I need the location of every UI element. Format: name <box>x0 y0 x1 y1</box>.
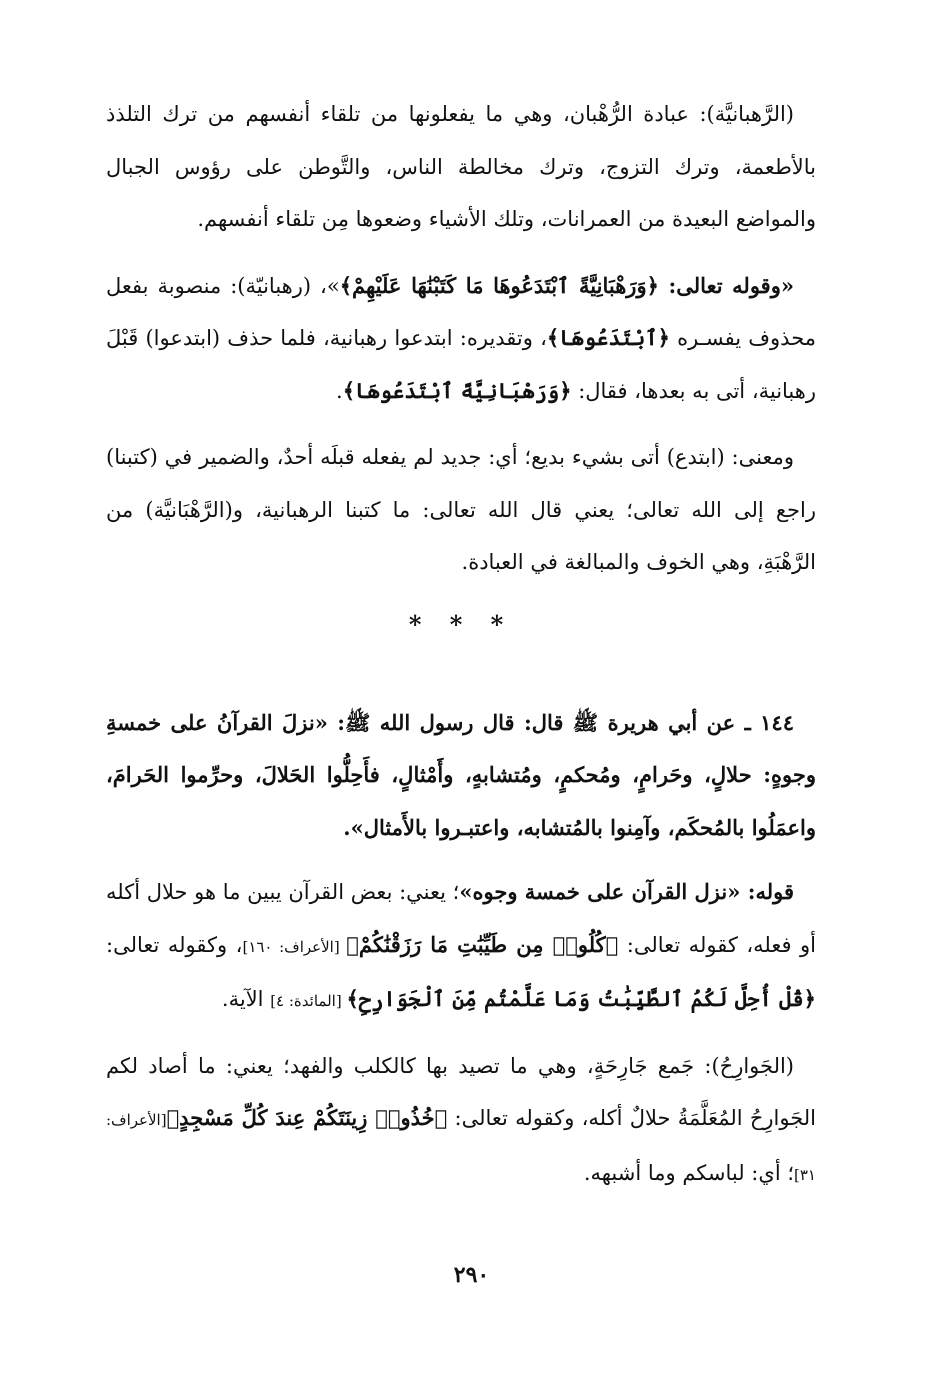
paragraph-ibtada-meaning: ومعنى: (ابتدع) أتى بشيء بديع؛ أي: جديد لم يفعله قبلَه أحدٌ، والضمير في (كتبنا) راجع إلى الله تعالى؛ يعني قال الله تعالى: ما كتبنا الرهبانية، و(الرَّهْبَانيَّة) من الرَّهْبَةِ، وهي الخوف والمبالغة في العبادة. <box>106 445 816 574</box>
paragraph-gap <box>106 417 816 431</box>
verse-reference: [المائدة: ٤] <box>270 992 347 1010</box>
verse-reference: [الأعراف: ٣١] <box>106 1111 816 1184</box>
paragraph-text: (الجَوارِحُ): جَمع جَارِحَةٍ، وهي ما تصيد بها كالكلب والفهد؛ يعني: ما أصاد لكم الجَوارِحُ المُعَلَّمَةُ حلالٌ أكله، وكقوله تعالى: <box>106 1053 816 1130</box>
paragraph-gap <box>106 854 816 866</box>
paragraph-lead: «وقوله تعالى: <box>658 272 794 298</box>
quran-verse: ﴿كُلُوا۟ مِن طَيِّبَٰتِ مَا رَزَقْنَٰكُمْ﴾ <box>346 931 619 957</box>
verse-reference: [الأعراف: ١٦٠] <box>242 937 347 956</box>
paragraph-gap <box>106 246 816 260</box>
hadith-text: ١٤٤ ـ عن أبي هريرة ﷺ قال: قال رسول الله ﷺ: «نزلَ القرآنُ على خمسةِ وجوهٍ: حلالٍ، وحَرامٍ، ومُحكمٍ، ومُتشابهٍ، وأَمْثالٍ، فأَحِلُّوا الحَلالَ، وحرِّموا الحَرامَ، واعمَلُوا بالمُحكَم، وآمِنوا بالمُتشابه، واعتبـروا بالأَمثال». <box>106 709 816 840</box>
paragraph-text: الآية. <box>221 987 271 1011</box>
paragraph-rahbaniyya-definition: (الرَّهبانيَّة): عبادة الرُّهْبان، وهي ما يفعلونها من تلقاء أنفسهم من ترك التلذذ بالأطعمة، وترك التزوج، وترك مخالطة الناس، والتَّوطن على رؤوس الجبال والمواضع البعيدة من العمرانات، وتلك الأشياء وضعوها مِن تلقاء أنفسهم. <box>106 102 816 231</box>
paragraph-jawarih-definition <box>106 1040 816 1202</box>
paragraph-gap <box>106 1028 816 1040</box>
page-number: ٢٩٠ <box>453 1262 490 1288</box>
paragraph-text: ؛ يعني: بعض القرآن يبين ما هو حلال أكله أو فعله، كقوله تعالى: <box>106 880 816 957</box>
paragraph-text: »، (رهبانيّة): منصوبة بفعل محذوف يفسـره <box>106 273 816 350</box>
quran-verse: ﴿خُذُوا۟ زِينَتَكُمْ عِندَ كُلِّ مَسْجِدٍ﴾ <box>166 1105 448 1130</box>
quran-verse: ﴿وَرَهْبَانِيَّةً ٱبْتَدَعُوهَا﴾ <box>342 377 572 403</box>
paragraph-five-aspects <box>106 866 816 1028</box>
section-divider: * * * <box>408 609 514 639</box>
quran-verse: ﴿ٱبْتَدَعُوهَا﴾ <box>546 325 670 350</box>
quran-verse: ﴿قُلْ أُحِلَّ لَكُمُ ٱلطَّيِّبَٰتُ وَمَا عَلَّمْتُم مِّنَ ٱلْجَوَارِحِ﴾ <box>346 986 816 1011</box>
paragraph-text: . <box>336 378 343 403</box>
quran-verse: ﴿وَرَهْبَانِيَّةً ٱبْتَدَعُوهَا مَا كَتَبْنَٰهَا عَلَيْهِمْ﴾ <box>339 272 659 298</box>
paragraph-text: ، وتقديره: ابتدعوا رهبانية، فلما حذف (ابتدعوا) قَبْلَ رهبانية، أتى به بعدها، فقال: <box>106 326 816 403</box>
paragraph-text: ، وكقوله تعالى: <box>106 932 243 957</box>
paragraph-verse-analysis <box>106 260 816 418</box>
page-body <box>106 88 816 1201</box>
paragraph-text: ؛ أي: لباسكم وما أشبهه. <box>583 1160 795 1185</box>
paragraph-lead: قوله: «نزل القرآن على خمسة وجوه» <box>459 879 794 904</box>
